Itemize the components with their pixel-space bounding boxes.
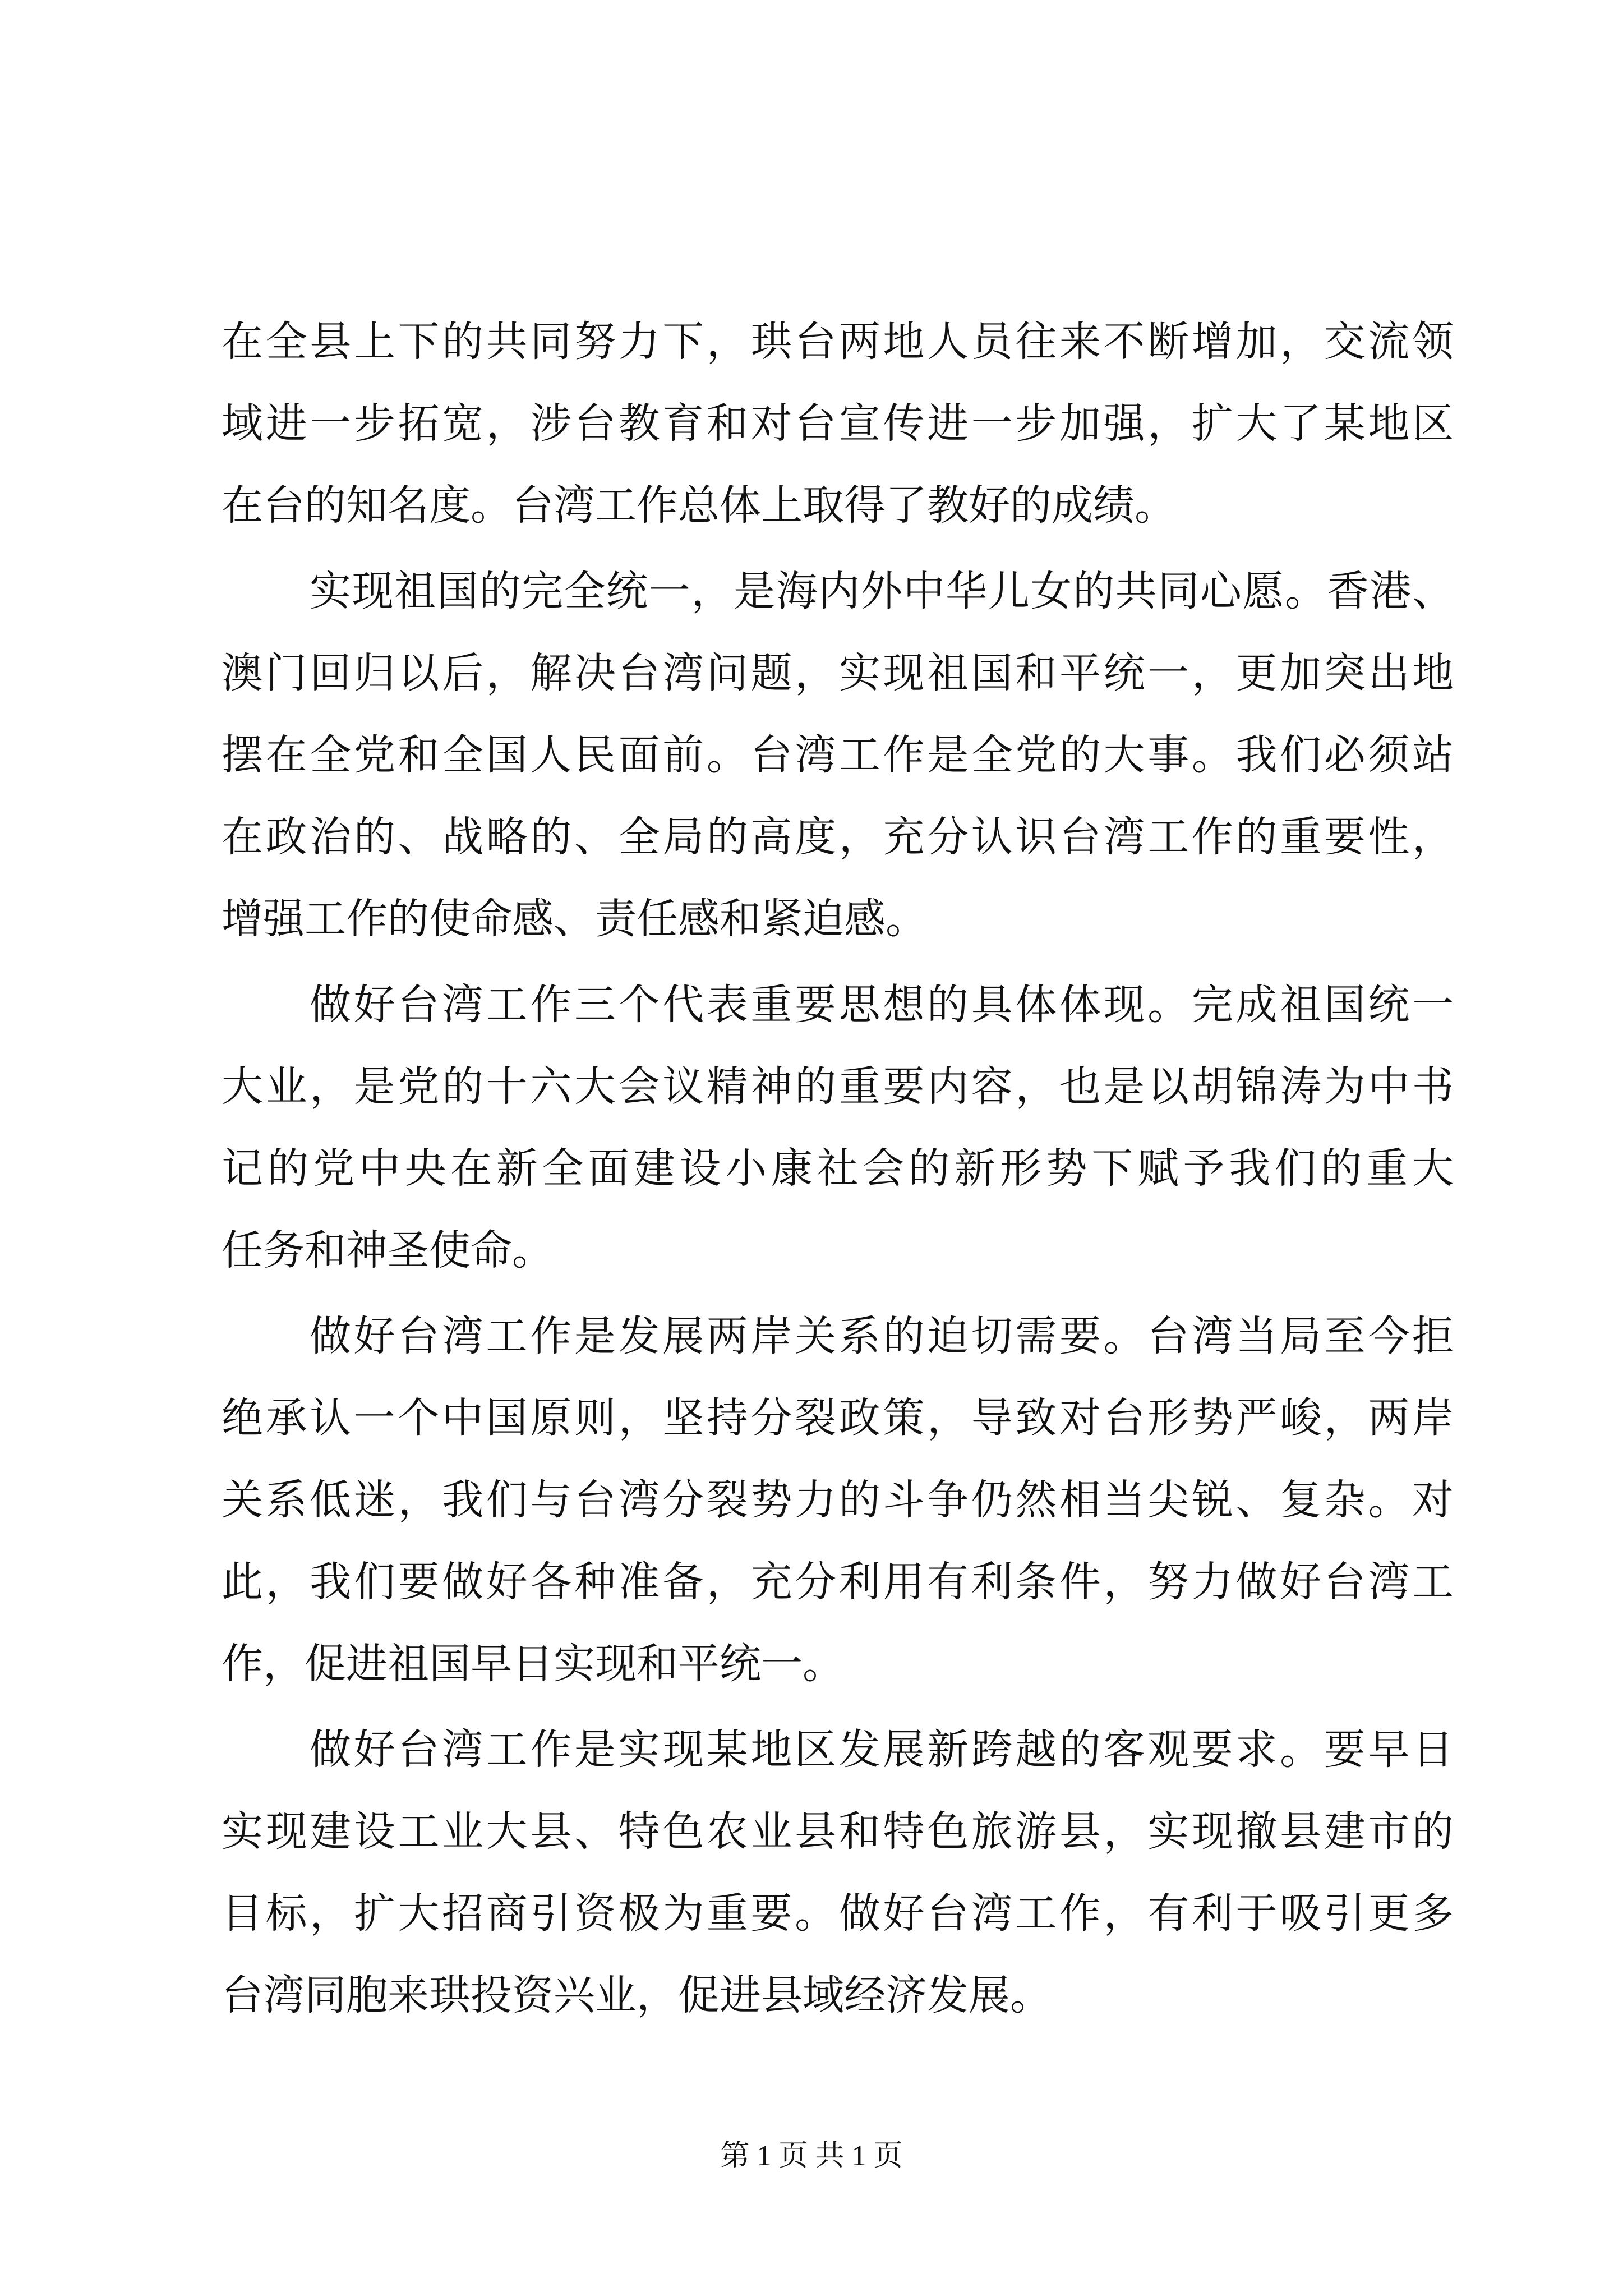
paragraph-3 — [222, 964, 1454, 1292]
paragraph-line: 做好台湾工作是实现某地区发展新跨越的客观要求。要早日 — [310, 1727, 1454, 1773]
paragraph-line: 做好台湾工作是发展两岸关系的迫切需要。台湾当局至今拒 — [310, 1314, 1454, 1360]
paragraph-line: 做好台湾工作三个代表重要思想的具体体现。完成祖国统一 — [310, 982, 1454, 1028]
paragraph-line: 摆在全党和全国人民面前。台湾工作是全党的大事。我们必须站 — [222, 733, 1454, 779]
paragraph-line: 任务和神圣使命。 — [222, 1228, 554, 1274]
paragraph-line: 在台的知名度。台湾工作总体上取得了教好的成绩。 — [222, 483, 1176, 529]
paragraph-line: 绝承认一个中国原则，坚持分裂政策，导致对台形势严峻，两岸 — [222, 1396, 1454, 1442]
paragraph-line: 大业，是党的十六大会议精神的重要内容，也是以胡锦涛为中书 — [222, 1064, 1454, 1110]
paragraph-line: 作，促进祖国早日实现和平统一。 — [222, 1641, 844, 1687]
paragraph-line: 在政治的、战略的、全局的高度，充分认识台湾工作的重要性， — [222, 815, 1454, 861]
paragraph-line: 澳门回归以后，解决台湾问题，实现祖国和平统一，更加突出地 — [222, 651, 1454, 697]
paragraph-2 — [222, 551, 1454, 960]
paragraph-line: 记的党中央在新全面建设小康社会的新形势下赋予我们的重大 — [222, 1146, 1454, 1192]
paragraph-line: 关系低迷，我们与台湾分裂势力的斗争仍然相当尖锐、复杂。对 — [222, 1478, 1454, 1524]
paragraph-line: 域进一步拓宽，涉台教育和对台宣传进一步加强，扩大了某地区 — [222, 401, 1454, 447]
paragraph-5 — [222, 1709, 1454, 2037]
paragraph-line: 目标，扩大招商引资极为重要。做好台湾工作，有利于吸引更多 — [222, 1891, 1454, 1937]
paragraph-line: 增强工作的使命感、责任感和紧迫感。 — [222, 896, 927, 942]
paragraph-line: 在全县上下的共同努力下，珙台两地人员往来不断增加，交流领 — [222, 319, 1454, 365]
paragraph-4 — [222, 1296, 1454, 1705]
paragraph-line: 实现祖国的完全统一，是海内外中华儿女的共同心愿。香港、 — [310, 569, 1454, 615]
paragraph-line: 此，我们要做好各种准备，充分利用有利条件，努力做好台湾工 — [222, 1559, 1454, 1605]
paragraph-line: 实现建设工业大县、特色农业县和特色旅游县，实现撤县建市的 — [222, 1809, 1454, 1855]
page-number-footer: 第 1 页 共 1 页 — [720, 2140, 903, 2172]
paragraph-line: 台湾同胞来珙投资兴业，促进县域经济发展。 — [222, 1973, 1052, 2019]
document-body — [222, 301, 1454, 2037]
paragraph-1 — [222, 301, 1454, 547]
